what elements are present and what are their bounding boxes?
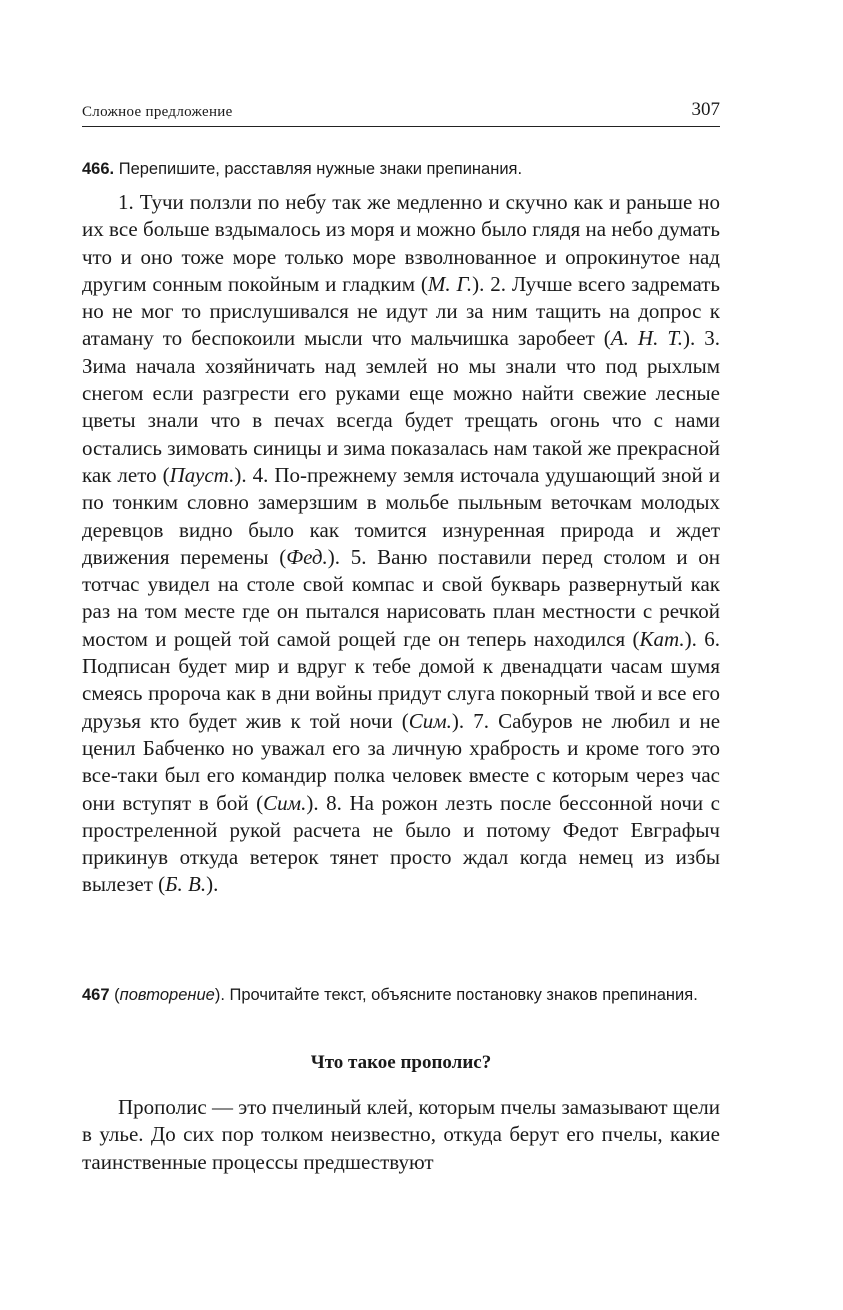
sentence-1: 1. Тучи ползли по небу так же медленно и скучно как и раньше но их все больше вздымалось из моря и можно было глядя на небо думать что и оно тоже море только море взволнованное и опрокинутое над другим сонным покойным и гладким (М. Г.).: [82, 190, 720, 296]
sentence-number: 8.: [326, 790, 342, 815]
sentence-number: 1.: [118, 190, 134, 214]
propolis-paragraph: Прополис — это пчелиный клей, которым пчелы замазывают щели в улье. До сих пор толком неизвестно, откуда берут его пчелы, какие таинственные процессы предшествуют: [82, 1095, 720, 1174]
exercise-467-number: 467: [82, 986, 110, 1004]
sentence-text: Зима начала хозяйничать над землей но мы знали что под рыхлым снегом если разгрести его руками еще можно найти свежие лесные цветы знали что в печах всегда будет трещать огонь что с нами остались зимовать синицы и зима показалась нам такой же прекрасной как лето: [82, 353, 720, 487]
sentence-6: 6. Подписан будет мир и вдруг к тебе домой к двенадцати часам шумя смеясь пророча как в дни войны придут слуга покорный твой и все его друзья кто будет жив к той ночи (Сим.).: [82, 626, 721, 733]
text-title: Что такое прополис?: [310, 1052, 492, 1073]
sentence-3: 3. Зима начала хозяйничать над землей но мы знали что под рыхлым снегом если разгрести его руками еще можно найти свежие лесные цветы знали что в печах всегда будет трещать огонь что с нами остались зимовать синицы и зима показалась нам такой же прекрасной как лето (Пауст.).: [82, 326, 720, 487]
sentence-author: М. Г.: [427, 271, 473, 296]
sentence-author: Кат.: [639, 626, 685, 651]
sentence-text: По-прежнему земля источала удушающий зной и по тонким словно замерзшим в мольбе пыльным веточкам молодых деревцов видно было как томится изнуренная природа и ждет движения перемены: [82, 462, 721, 569]
exercise-466-heading: [82, 158, 722, 180]
exercise-467-text: [82, 1094, 720, 1176]
exercise-466-number: 466.: [82, 160, 115, 178]
sentence-number: 4.: [252, 462, 269, 487]
sentence-number: 7.: [473, 708, 489, 733]
sentence-text: Тучи ползли по небу так же медленно и скучно как и раньше но их все больше вздымалось из моря и можно было глядя на небо думать что и оно тоже море только море взволнованное и опрокинутое над другим сонным покойным и гладким: [82, 190, 720, 296]
sentence-author: Фед.: [286, 544, 328, 569]
exercise-466-instruction: Перепишите, расставляя нужные знаки препинания.: [118, 160, 523, 178]
sentence-text: Подписан будет мир и вдруг к тебе домой к двенадцати часам шумя смеясь пророча как в дни войны придут слуга покорный твой и все его друзья кто будет жив к той ночи: [82, 654, 720, 733]
exercise-466-text: [82, 189, 720, 899]
sentence-7: 7. Сабуров не любил и не ценил Бабченко но уважал его за личную храбрость и кроме того это все-таки был его командир полка человек вместе с которым через час они вступят в бой (Сим.).: [82, 708, 721, 815]
sentence-number: 5.: [350, 544, 367, 569]
sentence-author: А. Н. Т.: [610, 326, 683, 351]
sentence-4: 4. По-прежнему земля источала удушающий зной и по тонким словно замерзшим в мольбе пыльным веточкам молодых деревцов видно было как томится изнуренная природа и ждет движения перемены (Фед.).: [82, 462, 721, 569]
sentence-2: 2. Лучше всего задремать но не мог то прислушивался не идут ли за ним тащить на допрос к атаману то беспокоили мысли что мальчишка заробеет (А. Н. Т.).: [82, 271, 721, 351]
page-number: 307: [691, 99, 720, 120]
sentence-text: Сабуров не любил и не ценил Бабченко но уважал его за личную храбрость и кроме того это все-таки был его командир полка человек вместе с которым через час они вступят в бой: [82, 708, 721, 815]
sentence-text: Лучше всего задремать но не мог то прислушивался не идут ли за ним тащить на допрос к атаману то беспокоили мысли что мальчишка заробеет: [82, 271, 721, 351]
running-title: Сложное предложение: [82, 104, 233, 120]
exercise-467-instruction: Прочитайте текст, объясните постановку знаков препинания.: [229, 986, 698, 1004]
sentence-author: Сим.: [263, 790, 307, 815]
sentence-number: 6.: [704, 626, 721, 651]
sentence-author: Пауст.: [169, 462, 235, 487]
exercise-467-heading: 467 (повторение). Прочитайте текст, объясните постановку знаков препинания.: [82, 986, 698, 1004]
sentence-5: 5. Ваню поставили перед столом и он тотчас увидел на столе свой компас и свой букварь развернутый как раз на том месте где он пытался нарисовать план местности с речкой мостом и рощей той самой рощей где он теперь находился (Кат.).: [82, 544, 721, 651]
sentence-number: 2.: [490, 271, 507, 296]
sentence-text: Ваню поставили перед столом и он тотчас увидел на столе свой компас и свой букварь развернутый как раз на том месте где он пытался нарисовать план местности с речкой мостом и рощей той самой рощей где он теперь находился: [82, 544, 721, 651]
sentence-author: Б. В.: [165, 872, 207, 897]
sentence-number: 3.: [704, 326, 720, 351]
sentence-8: 8. На рожон лезть после бессонной ночи с простреленной рукой расчета не было и потому Федот Евграфыч прикинув откуда ветерок тянет просто ждал когда немец из избы вылезет (Б. В.).: [82, 790, 721, 897]
running-header: [82, 98, 720, 127]
exercise-467-tag: повторение: [119, 986, 215, 1004]
sentence-text: На рожон лезть после бессонной ночи с простреленной рукой расчета не было и потому Федот Евграфыч прикинув откуда ветерок тянет просто ждал когда немец из избы вылезет: [82, 790, 721, 897]
sentence-author: Сим.: [408, 708, 452, 733]
